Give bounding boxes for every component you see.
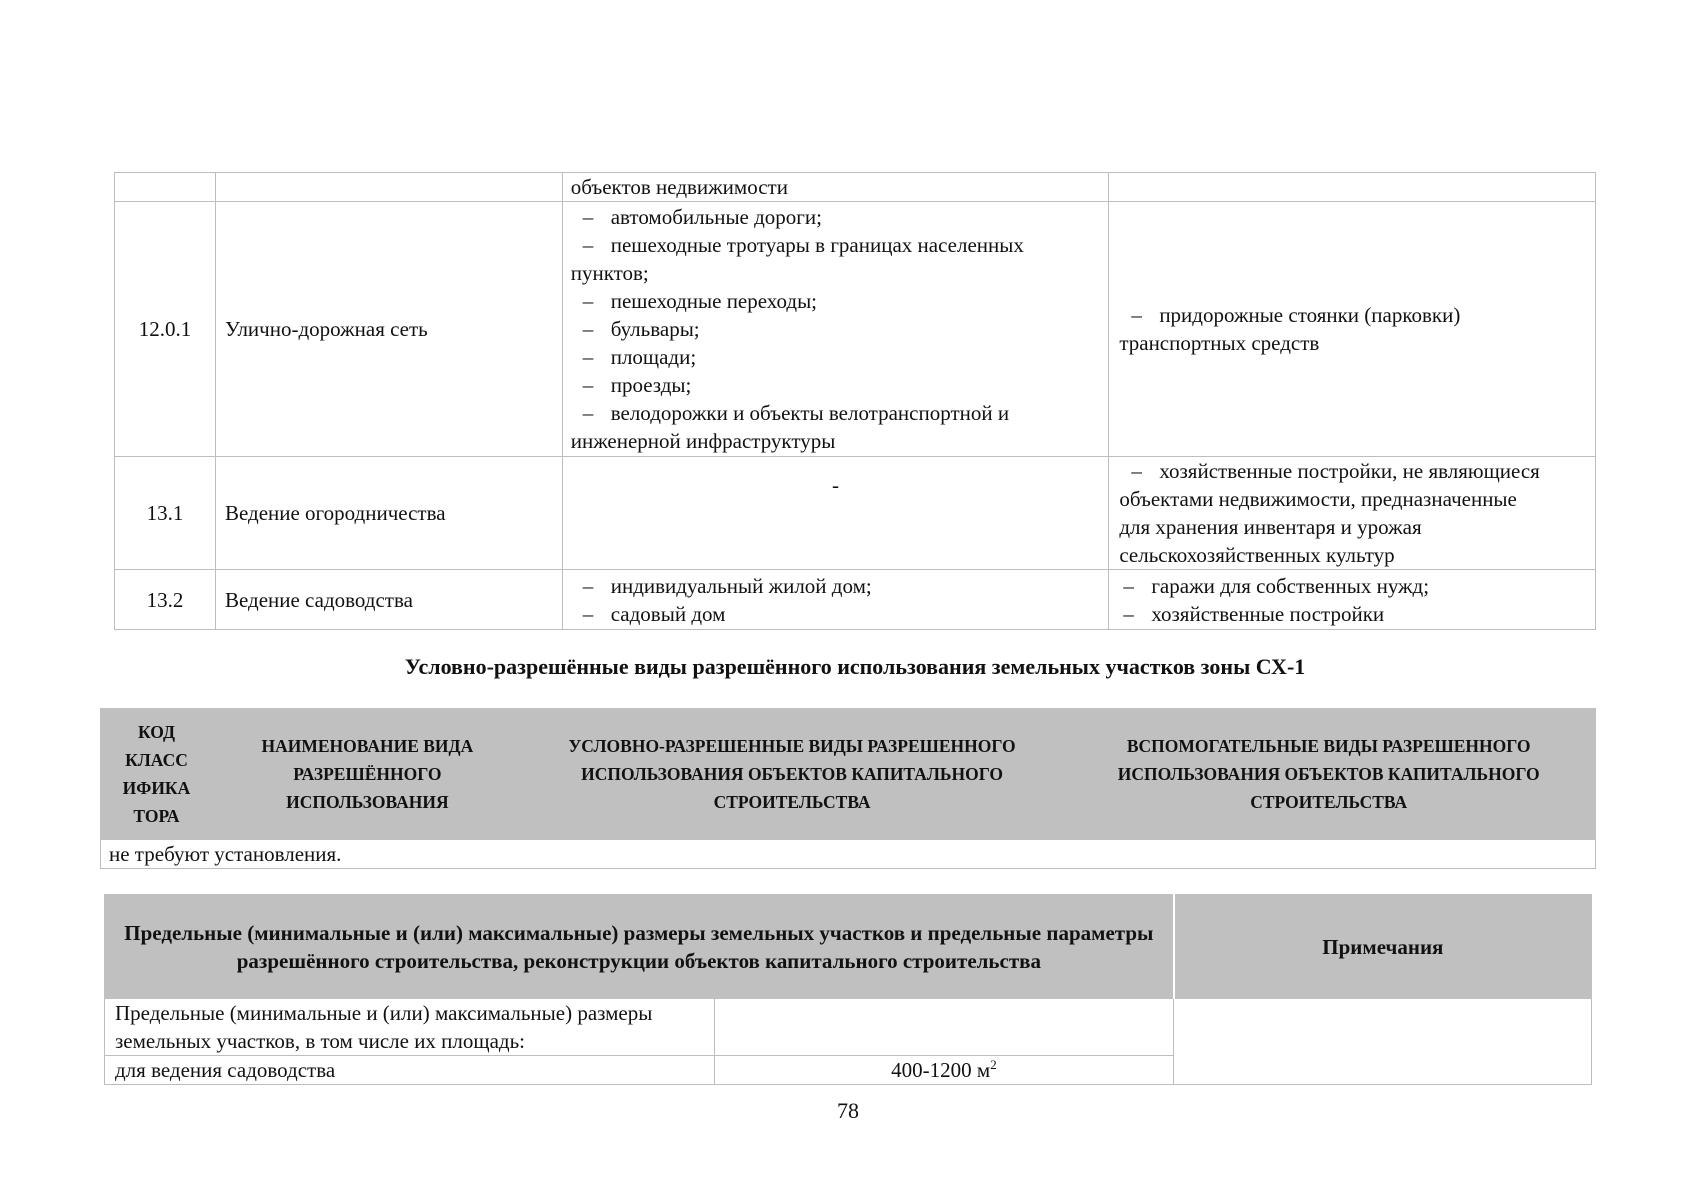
list-item: – гаражи для собственных нужд; [1151, 572, 1586, 600]
list-item: – велодорожки и объекты велотранспортной и [611, 399, 1100, 427]
table-header-row [101, 709, 1596, 840]
table-row [105, 999, 1592, 1056]
table-row [115, 202, 1596, 457]
note-cell: не требуют установления. [101, 840, 1596, 869]
aux-uses-cell [1109, 202, 1596, 457]
name-cell [215, 173, 562, 202]
main-uses-cell: - [562, 457, 1109, 570]
name-cell: Улично-дорожная сеть [215, 202, 562, 457]
page-number: 78 [837, 1098, 859, 1123]
list-item-continuation: пунктов; [570, 261, 649, 285]
parameters-table [104, 894, 1592, 1085]
main-uses-cell [562, 570, 1109, 630]
column-header: Примечания [1174, 895, 1592, 999]
parameter-value [714, 999, 1174, 1056]
list-item: – придорожные стоянки (парковки) [1159, 301, 1586, 329]
parameter-value [714, 1056, 1174, 1085]
main-uses-cell [562, 202, 1109, 457]
name-cell: Ведение огородничества [215, 457, 562, 570]
section-heading: Условно-разрешённые виды разрешённого использования земельных участков зоны СХ-1 [404, 654, 1306, 679]
column-header: НАИМЕНОВАНИЕ ВИДА РАЗРЕШЁННОГО ИСПОЛЬЗОВАНИЯ [212, 709, 522, 840]
table-row [115, 570, 1596, 630]
column-header: ВСПОМОГАТЕЛЬНЫЕ ВИДЫ РАЗРЕШЕННОГО ИСПОЛЬЗОВАНИЯ ОБЪЕКТОВ КАПИТАЛЬНОГО СТРОИТЕЛЬСТВА [1062, 709, 1596, 840]
table-header-row [105, 895, 1592, 999]
value-text: 400-1200 м [891, 1058, 991, 1082]
parameter-label: Предельные (минимальные и (или) максимальные) размеры земельных участков, в том числе их площадь: [105, 999, 715, 1056]
list-item: – бульвары; [611, 315, 1100, 343]
list-item: – хозяйственные постройки, не являющиеся [1159, 457, 1586, 485]
column-header: Предельные (минимальные и (или) максимальные) размеры земельных участков и предельные параметры разрешённого строительства, реконструкции объектов капитального строительства [105, 895, 1174, 999]
list-item-continuation: объектами недвижимости, предназначенные [1119, 487, 1517, 511]
aux-uses-cell [1109, 457, 1596, 570]
permitted-uses-table [114, 172, 1596, 630]
column-header: КОД КЛАСС ИФИКА ТОРА [101, 709, 213, 840]
list-item-continuation: сельскохозяйственных культур [1119, 543, 1395, 567]
code-cell: 12.0.1 [115, 202, 216, 457]
list-item: – индивидуальный жилой дом; [611, 572, 1100, 600]
list-item: – площади; [611, 343, 1100, 371]
list-item-continuation: для хранения инвентаря и урожая [1119, 515, 1422, 539]
list-item-continuation: транспортных средств [1119, 331, 1320, 355]
list-item: – пешеходные переходы; [611, 287, 1100, 315]
table-row [115, 457, 1596, 570]
list-item: – хозяйственные постройки [1151, 600, 1586, 628]
conditional-uses-table [100, 708, 1596, 869]
list-item-continuation: инженерной инфраструктуры [570, 429, 836, 453]
list-item: – проезды; [611, 371, 1100, 399]
table-row [115, 173, 1596, 202]
unit-superscript: 2 [990, 1057, 997, 1072]
aux-uses-cell [1109, 570, 1596, 630]
code-cell [115, 173, 216, 202]
code-cell: 13.1 [115, 457, 216, 570]
main-uses-cell: объектов недвижимости [562, 173, 1109, 202]
list-item: – пешеходные тротуары в границах населенных [611, 231, 1100, 259]
name-cell: Ведение садоводства [215, 570, 562, 630]
parameter-label: для ведения садоводства [105, 1056, 715, 1085]
list-item: – автомобильные дороги; [611, 203, 1100, 231]
column-header: УСЛОВНО-РАЗРЕШЕННЫЕ ВИДЫ РАЗРЕШЕННОГО ИСПОЛЬЗОВАНИЯ ОБЪЕКТОВ КАПИТАЛЬНОГО СТРОИТЕЛЬСТВА [522, 709, 1062, 840]
code-cell: 13.2 [115, 570, 216, 630]
list-item: – садовый дом [611, 600, 1100, 628]
aux-uses-cell [1109, 173, 1596, 202]
note-cell [1174, 999, 1592, 1085]
table-row [101, 840, 1596, 869]
